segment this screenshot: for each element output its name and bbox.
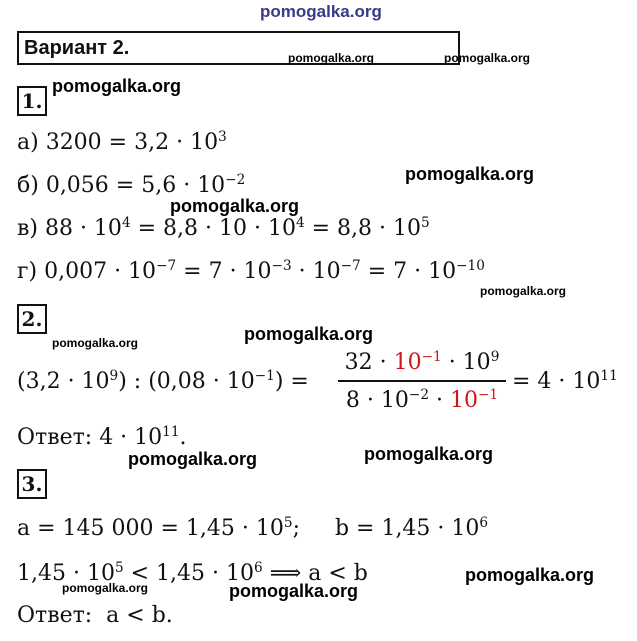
task3-line-1: a = 145 $000 = 1,45 \cdot 10^5$; $b = 1,45 \cdot 10^6$: [17, 514, 489, 541]
watermark: pomogalka.org: [52, 76, 182, 96]
task3-number: 3.: [17, 469, 47, 499]
watermark: pomogalka.org: [480, 284, 567, 298]
task2-fraction-bar: [338, 380, 506, 382]
watermark: pomogalka.org: [465, 565, 595, 585]
task1-line-a: а) $3200 = 3,2 \cdot 10^3$: [17, 128, 227, 155]
task3-line-2: $1,45 \cdot 10^5 < 1,45 \cdot 10^6$ ⟹ a < b: [17, 559, 368, 586]
watermark: pomogalka.org: [444, 51, 531, 65]
task2-number: 2.: [17, 304, 47, 334]
task2-numerator: $32 \cdot 10^{-1} \cdot 10^9$: [344, 348, 500, 375]
watermark: pomogalka.org: [229, 581, 359, 601]
task1-number: 1.: [17, 86, 47, 116]
task3-answer: Ответ: a < b.: [17, 603, 173, 628]
task2-answer: Ответ: $4 \cdot 10^{11}$.: [17, 423, 187, 450]
watermark: pomogalka.org: [170, 196, 300, 216]
watermark: pomogalka.org: [364, 444, 494, 464]
watermark: pomogalka.org: [288, 51, 375, 65]
task1-line-b: б) $0,056 = 5,6 \cdot 10^{-2}$: [17, 171, 246, 198]
variant-header-box: [17, 31, 460, 65]
task2-lhs: $(3,2 \cdot 10^9)$ : $(0,08 \cdot 10^{-1})$ =: [17, 367, 309, 394]
site-watermark-top: pomogalka.org: [260, 2, 382, 21]
watermark: pomogalka.org: [405, 164, 535, 184]
task1-line-g: г) $0,007 \cdot 10^{-7} = 7 \cdot 10^{-3} \cdot 10^{-7} = 7 \cdot 10^{-10}$: [17, 257, 485, 284]
watermark: pomogalka.org: [62, 581, 149, 595]
watermark: pomogalka.org: [52, 336, 139, 350]
watermark: pomogalka.org: [244, 324, 374, 344]
task2-rhs: = $4 \cdot 10^{11}$: [512, 367, 618, 394]
watermark: pomogalka.org: [128, 449, 258, 469]
task2-denominator: $8 \cdot 10^{-2} \cdot 10^{-1}$: [345, 386, 499, 413]
task1-line-v: в) $88 \cdot 10^4 = 8,8 \cdot 10 \cdot 10^4 = 8,8 \cdot 10^5$: [17, 214, 430, 241]
variant-title: Вариант 2.: [24, 37, 130, 59]
